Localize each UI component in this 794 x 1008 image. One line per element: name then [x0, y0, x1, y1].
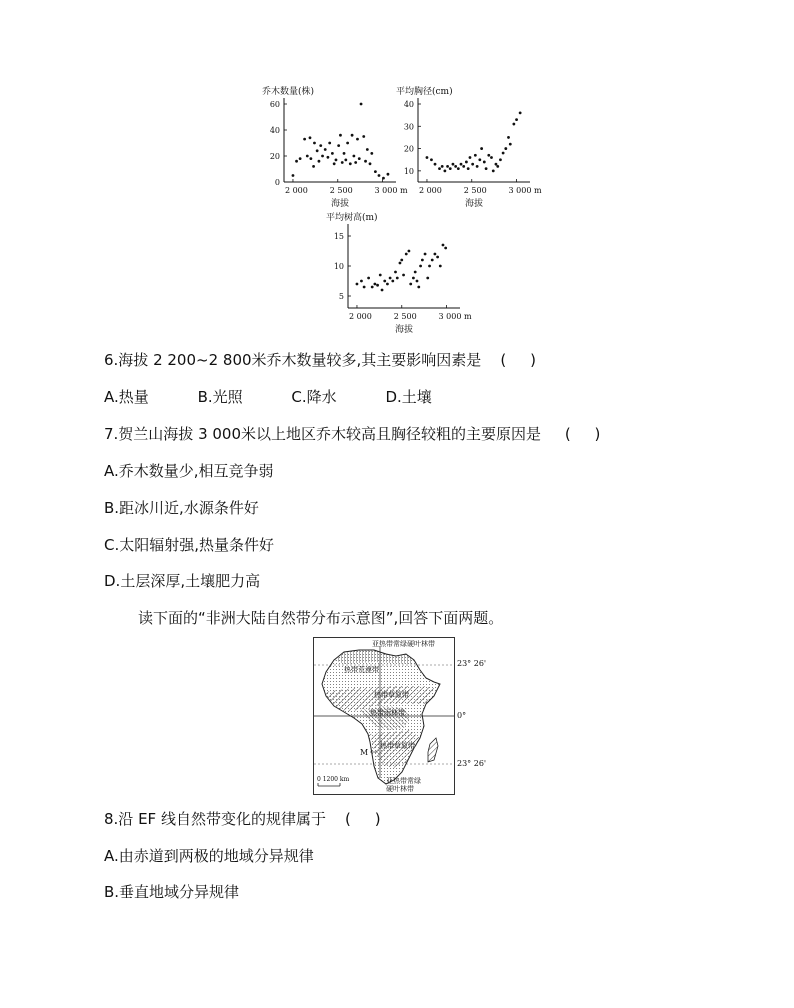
data-point: [367, 277, 370, 280]
data-point: [515, 118, 518, 121]
data-point: [449, 167, 452, 170]
label-south-tropic: 23° 26': [457, 759, 487, 768]
y-tick-label: 40: [403, 100, 414, 109]
y-tick-label: 10: [333, 262, 344, 271]
scatter-tree-count: [262, 86, 412, 214]
data-point: [309, 157, 312, 160]
x-tick-label: 3 000 m: [508, 186, 542, 195]
x-tick-label: 2 500: [329, 186, 353, 195]
label-subtropical-evergreen-north: 亚热带常绿硬叶林带: [372, 640, 435, 648]
data-point: [328, 142, 331, 145]
data-point: [354, 161, 357, 164]
scatter-trunk-diameter: [396, 86, 546, 214]
africa-natural-zone-map: [313, 637, 455, 795]
y-tick-label: 15: [333, 232, 344, 241]
data-point: [303, 138, 306, 141]
label-tropical-savanna-south: 热带草原带: [380, 742, 415, 750]
chart-tree-count-svg: [262, 86, 412, 214]
data-point: [337, 144, 340, 147]
data-point: [417, 286, 420, 289]
chart-tree-height-svg: [326, 212, 476, 340]
label-tropical-rainforest: 热带雨林带: [370, 709, 405, 717]
data-point: [416, 280, 419, 283]
data-point: [344, 159, 347, 162]
y-tick-label: 10: [403, 166, 414, 176]
data-point: [363, 286, 366, 289]
question-6-options: [104, 387, 476, 407]
q6-option-b[interactable]: B.光照: [197, 388, 243, 406]
data-point: [370, 152, 373, 155]
data-point: [358, 157, 361, 160]
data-point: [439, 265, 442, 268]
data-point: [504, 147, 507, 150]
y-axis-label: 平均胸径(cm): [396, 87, 453, 97]
data-point: [381, 289, 384, 292]
y-tick-label: 20: [269, 152, 280, 161]
data-point: [409, 283, 412, 286]
data-point: [319, 144, 322, 147]
data-point: [356, 283, 359, 286]
data-point: [431, 259, 434, 262]
data-point: [480, 147, 483, 150]
data-point: [424, 253, 427, 256]
data-point: [341, 161, 344, 164]
data-point: [356, 138, 359, 141]
data-point: [462, 165, 465, 168]
label-equator: 0°: [457, 711, 467, 720]
data-point: [313, 142, 316, 145]
q8-option-b[interactable]: B.垂直地域分异规律: [104, 883, 240, 901]
data-point: [487, 154, 490, 157]
data-point: [434, 163, 437, 166]
data-point: [478, 158, 481, 161]
q8-option-a[interactable]: A.由赤道到两极的地域分异规律: [104, 847, 314, 865]
data-point: [378, 174, 381, 177]
data-point: [438, 167, 441, 170]
x-tick-label: 2 500: [393, 312, 417, 321]
question-8-stem: 8.沿 EF 线自然带变化的规律属于 ( ): [104, 810, 381, 828]
data-point: [327, 156, 330, 159]
data-point: [499, 158, 502, 161]
data-point: [509, 143, 512, 146]
data-point: [442, 244, 445, 247]
data-point: [362, 135, 365, 138]
y-axis-label: 乔木数量(株): [262, 87, 315, 97]
data-point: [469, 156, 472, 159]
data-point: [360, 103, 363, 106]
label-subtropical-evergreen-south-1: 亚热带常绿: [386, 777, 421, 785]
data-point: [335, 159, 338, 162]
data-point: [426, 156, 429, 159]
data-point: [405, 253, 408, 256]
y-tick-label: 5: [338, 292, 344, 301]
y-tick-label: 0: [274, 178, 280, 187]
question-7-stem: 7.贺兰山海拔 3 000米以上地区乔木较高且胸径较粗的主要原因是 ( ): [104, 425, 601, 443]
y-axis-label: 平均树高(m): [326, 213, 378, 223]
y-tick-label: 30: [403, 122, 414, 132]
q6-option-c[interactable]: C.降水: [291, 388, 337, 406]
data-point: [343, 152, 346, 155]
madagascar-outline: [428, 738, 438, 762]
data-point: [346, 142, 349, 145]
data-point: [408, 250, 411, 253]
q7-option-c[interactable]: C.太阳辐射强,热量条件好: [104, 536, 275, 554]
data-point: [502, 152, 505, 155]
data-point: [414, 271, 417, 274]
y-tick-label: 20: [403, 144, 414, 154]
data-point: [443, 169, 446, 172]
q7-option-d[interactable]: D.土层深厚,土壤肥力高: [104, 572, 261, 590]
data-point: [369, 162, 372, 165]
data-point: [421, 259, 424, 262]
data-point: [507, 136, 510, 139]
x-tick-label: 3 000 m: [374, 186, 408, 195]
data-point: [324, 148, 327, 151]
label-scale: 0 1200 km: [317, 776, 350, 783]
data-point: [454, 165, 457, 168]
data-point: [299, 157, 302, 160]
scatter-tree-height: [326, 212, 476, 340]
data-point: [496, 165, 499, 168]
label-tropical-savanna-north: 热带草原带: [374, 691, 409, 699]
label-point-m: M: [360, 748, 369, 757]
data-point: [436, 256, 439, 259]
q7-option-a[interactable]: A.乔木数量少,相互竞争弱: [104, 462, 274, 480]
data-point: [371, 286, 374, 289]
data-point: [446, 165, 449, 168]
data-point: [434, 253, 437, 256]
data-point: [309, 136, 312, 139]
data-point: [360, 280, 363, 283]
data-point: [333, 162, 336, 165]
label-tropical-desert: 热带荒漠带: [344, 666, 379, 674]
data-point: [306, 155, 309, 158]
data-point: [430, 158, 433, 161]
data-point: [351, 134, 354, 137]
data-point: [374, 170, 377, 173]
data-point: [321, 155, 324, 158]
q6-option-d[interactable]: D.土壤: [385, 388, 432, 406]
data-point: [339, 134, 342, 137]
data-point: [364, 160, 367, 163]
data-point: [312, 165, 315, 168]
q7-option-b[interactable]: B.距冰川近,水源条件好: [104, 499, 259, 517]
data-point: [512, 123, 515, 126]
data-point: [391, 280, 394, 283]
data-point: [441, 165, 444, 168]
x-tick-label: 2 500: [463, 186, 487, 195]
data-point: [382, 177, 385, 180]
data-point: [386, 283, 389, 286]
data-point: [331, 152, 334, 155]
data-point: [519, 112, 522, 115]
data-point: [396, 277, 399, 280]
x-tick-label: 2 000: [418, 186, 442, 195]
data-point: [379, 274, 382, 277]
data-point: [373, 283, 376, 286]
data-point: [485, 167, 488, 170]
data-point: [318, 160, 321, 163]
data-point: [389, 277, 392, 280]
data-point: [295, 160, 298, 163]
data-point: [383, 280, 386, 283]
data-point: [444, 247, 447, 250]
data-point: [426, 277, 429, 280]
y-tick-label: 60: [269, 100, 280, 109]
data-point: [387, 173, 390, 176]
x-axis-label: 海拔: [330, 199, 350, 209]
data-point: [476, 165, 479, 168]
x-axis-label: 海拔: [464, 199, 484, 209]
data-point: [419, 265, 422, 268]
x-tick-label: 2 000: [284, 186, 308, 195]
data-point: [428, 265, 431, 268]
data-point: [490, 156, 493, 159]
q6-option-a[interactable]: A.热量: [104, 388, 149, 406]
data-point: [467, 167, 470, 170]
data-point: [376, 284, 379, 287]
label-north-tropic: 23° 26': [457, 659, 487, 668]
label-subtropical-evergreen-south-2: 硬叶林带: [386, 785, 414, 793]
y-tick-label: 40: [269, 126, 280, 135]
data-point: [465, 161, 468, 164]
data-point: [457, 167, 460, 170]
data-point: [366, 148, 369, 151]
map-intro-text: 读下面的“非洲大陆自然带分布示意图”,回答下面两题。: [138, 609, 504, 627]
data-point: [474, 154, 477, 157]
data-point: [352, 155, 355, 158]
data-point: [452, 163, 455, 166]
data-point: [349, 162, 352, 165]
data-point: [492, 169, 495, 172]
data-point: [460, 163, 463, 166]
data-point: [471, 163, 474, 166]
data-point: [483, 161, 486, 164]
x-axis-label: 海拔: [394, 325, 414, 335]
data-point: [412, 277, 415, 280]
chart-trunk-diameter-svg: [396, 86, 546, 214]
x-tick-label: 2 000: [348, 312, 372, 321]
x-tick-label: 3 000 m: [438, 312, 472, 321]
data-point: [399, 262, 402, 265]
data-point: [402, 274, 405, 277]
data-point: [316, 149, 319, 152]
question-6-stem: 6.海拔 2 200~2 800米乔木数量较多,其主要影响因素是 ( ): [104, 351, 536, 369]
data-point: [394, 271, 397, 274]
data-point: [400, 259, 403, 262]
data-point: [495, 163, 498, 166]
data-point: [292, 174, 295, 177]
